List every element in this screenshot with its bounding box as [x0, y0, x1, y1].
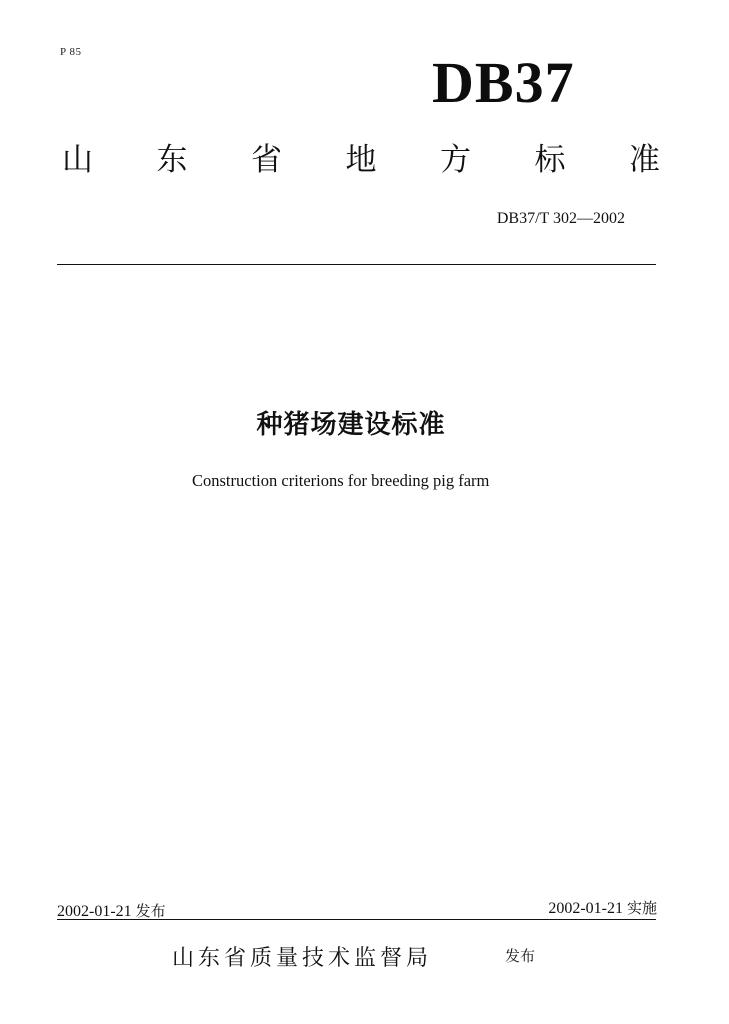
implement-label: 实施 — [626, 899, 657, 917]
standard-type-char: 准 — [629, 142, 660, 178]
footer-divider — [57, 919, 656, 920]
standard-type-char: 标 — [534, 142, 566, 178]
standard-type-char: 东 — [156, 142, 188, 178]
issue-date-block — [57, 900, 166, 921]
implement-date-block — [548, 897, 657, 918]
document-title-chinese: 种猪场建设标准 — [256, 410, 446, 440]
classification-code: P 85 — [60, 46, 82, 58]
issue-label: 发布 — [135, 902, 166, 920]
issue-date: 2002-01-21 — [57, 903, 132, 920]
header-divider — [57, 264, 656, 265]
standard-logo: DB37 — [432, 50, 575, 115]
standard-type-char: 地 — [345, 142, 377, 178]
implement-date: 2002-01-21 — [548, 900, 623, 917]
document-title-english: Construction criterions for breeding pig farm — [192, 471, 490, 490]
standard-type-char: 方 — [440, 142, 471, 178]
standard-type-char: 省 — [251, 142, 282, 178]
standard-type-heading — [62, 142, 660, 178]
issuing-authority-label: 发布 — [505, 947, 536, 965]
standard-type-char: 山 — [62, 142, 93, 178]
issuing-authority: 山东省质量技术监督局 — [172, 946, 433, 971]
standard-number: DB37/T 302—2002 — [496, 210, 625, 227]
